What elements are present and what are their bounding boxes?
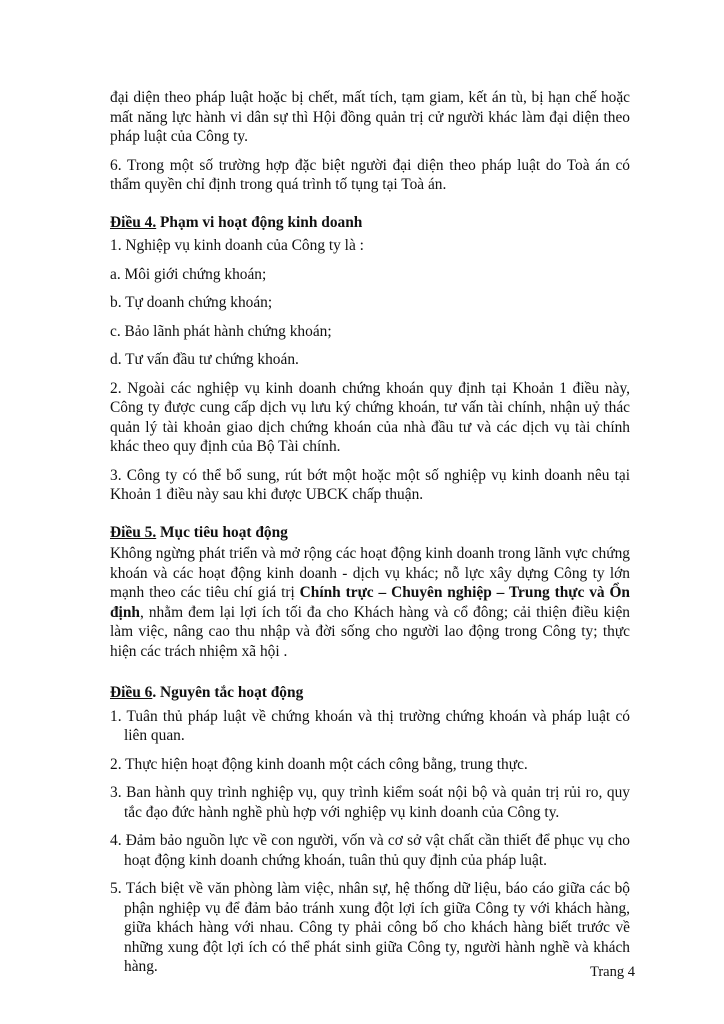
article-5-heading: [110, 523, 630, 543]
article-4-label: Điều 4.: [110, 213, 157, 231]
article-4-subitem-a: a. Môi giới chứng khoán;: [110, 265, 267, 283]
article-4-subitem-b: b. Tự doanh chứng khoán;: [110, 294, 273, 311]
article-6-item-1: 1. Tuân thủ pháp luật về chứng khoán và thị trường chứng khoán và pháp luật có liên quan.: [110, 707, 630, 744]
article-4-subitem-d: d. Tư vấn đầu tư chứng khoán.: [110, 351, 299, 368]
article-4-item-1: 1. Nghiệp vụ kinh doanh của Công ty là :: [110, 237, 364, 254]
article-6-label: Điều 6: [110, 684, 153, 701]
article-5-label: Điều 5.: [110, 523, 157, 541]
article-6-list: [110, 707, 630, 977]
article-5-title: Mục tiêu hoạt động: [156, 523, 288, 541]
article-4-heading: [110, 213, 630, 233]
article-5-text-2: , nhằm đem lại lợi ích tối đa cho Khách hàng và cổ đông; cải thiện điều kiện làm việc, nâng cao thu nhập và đời sống cho người lao động trong Công ty; thực hiện các trách nhiệm xã hội .: [110, 603, 630, 660]
article-6-item-4: 4. Đảm bảo nguồn lực về con người, vốn và cơ sở vật chất cần thiết để phục vụ cho hoạt động kinh doanh chứng khoán, tuân thủ quy định của pháp luật.: [110, 832, 630, 869]
article-4-item-2: 2. Ngoài các nghiệp vụ kinh doanh chứng khoán quy định tại Khoản 1 điều này, Công ty được cung cấp dịch vụ lưu ký chứng khoán, tư vấn tài chính, nhận uỷ thác quản lý tài khoản giao dịch chứng khoán của nhà đầu tư và các dịch vụ tài chính khác theo quy định của Bộ Tài chính.: [110, 379, 630, 455]
page-number: Trang 4: [590, 964, 635, 980]
article-4-item-3: 3. Công ty có thể bổ sung, rút bớt một hoặc một số nghiệp vụ kinh doanh nêu tại Khoản 1 điều này sau khi được UBCK chấp thuận.: [110, 466, 630, 503]
article-6-item-3: 3. Ban hành quy trình nghiệp vụ, quy trình kiểm soát nội bộ và quản trị rủi ro, quy tắc đạo đức hành nghề phù hợp với nghiệp vụ kinh doanh của Công ty.: [110, 784, 630, 821]
article-4-title: Phạm vi hoạt động kinh doanh: [156, 213, 363, 231]
document-page: [110, 88, 630, 977]
article-6-item-2: 2. Thực hiện hoạt động kinh doanh một cách công bằng, trung thực.: [110, 755, 528, 773]
article-5-body: [110, 544, 630, 661]
article-5-text-1: Không ngừng phát triển và mở rộng các hoạt động kinh doanh trong lãnh vực chứng khoán và các hoạt động kinh doanh - dịch vụ khác; nỗ lực xây dựng Công ty lớn mạnh theo các tiêu chí giá trị: [110, 545, 630, 601]
paragraph-6: 6. Trong một số trường hợp đặc biệt người đại diện theo pháp luật do Toà án có thẩm quyền chỉ định trong quá trình tố tụng tại Toà án.: [110, 156, 630, 193]
paragraph-5-continuation: đại diện theo pháp luật hoặc bị chết, mất tích, tạm giam, kết án tù, bị hạn chế hoặc mất năng lực hành vi dân sự thì Hội đồng quản trị cử người khác làm đại diện theo pháp luật của Công ty.: [110, 89, 630, 145]
article-6-heading: [110, 683, 630, 703]
article-4-subitem-c: c. Bảo lãnh phát hành chứng khoán;: [110, 322, 332, 340]
article-5-core-values: Chính trực – Chuyên nghiệp – Trung thực và Ổn định: [110, 584, 630, 621]
article-6-item-5: 5. Tách biệt về văn phòng làm việc, nhân sự, hệ thống dữ liệu, báo cáo giữa các bộ phận nghiệp vụ để đảm bảo tránh xung đột lợi ích giữa Công ty với khách hàng, giữa khách hàng với nhau. Công ty phải công bố cho khách hàng biết trước về những xung đột lợi ích có thể phát sinh giữa Công ty, người hành nghề và khách hàng.: [110, 880, 630, 975]
article-6-title: . Nguyên tắc hoạt động: [152, 684, 304, 701]
